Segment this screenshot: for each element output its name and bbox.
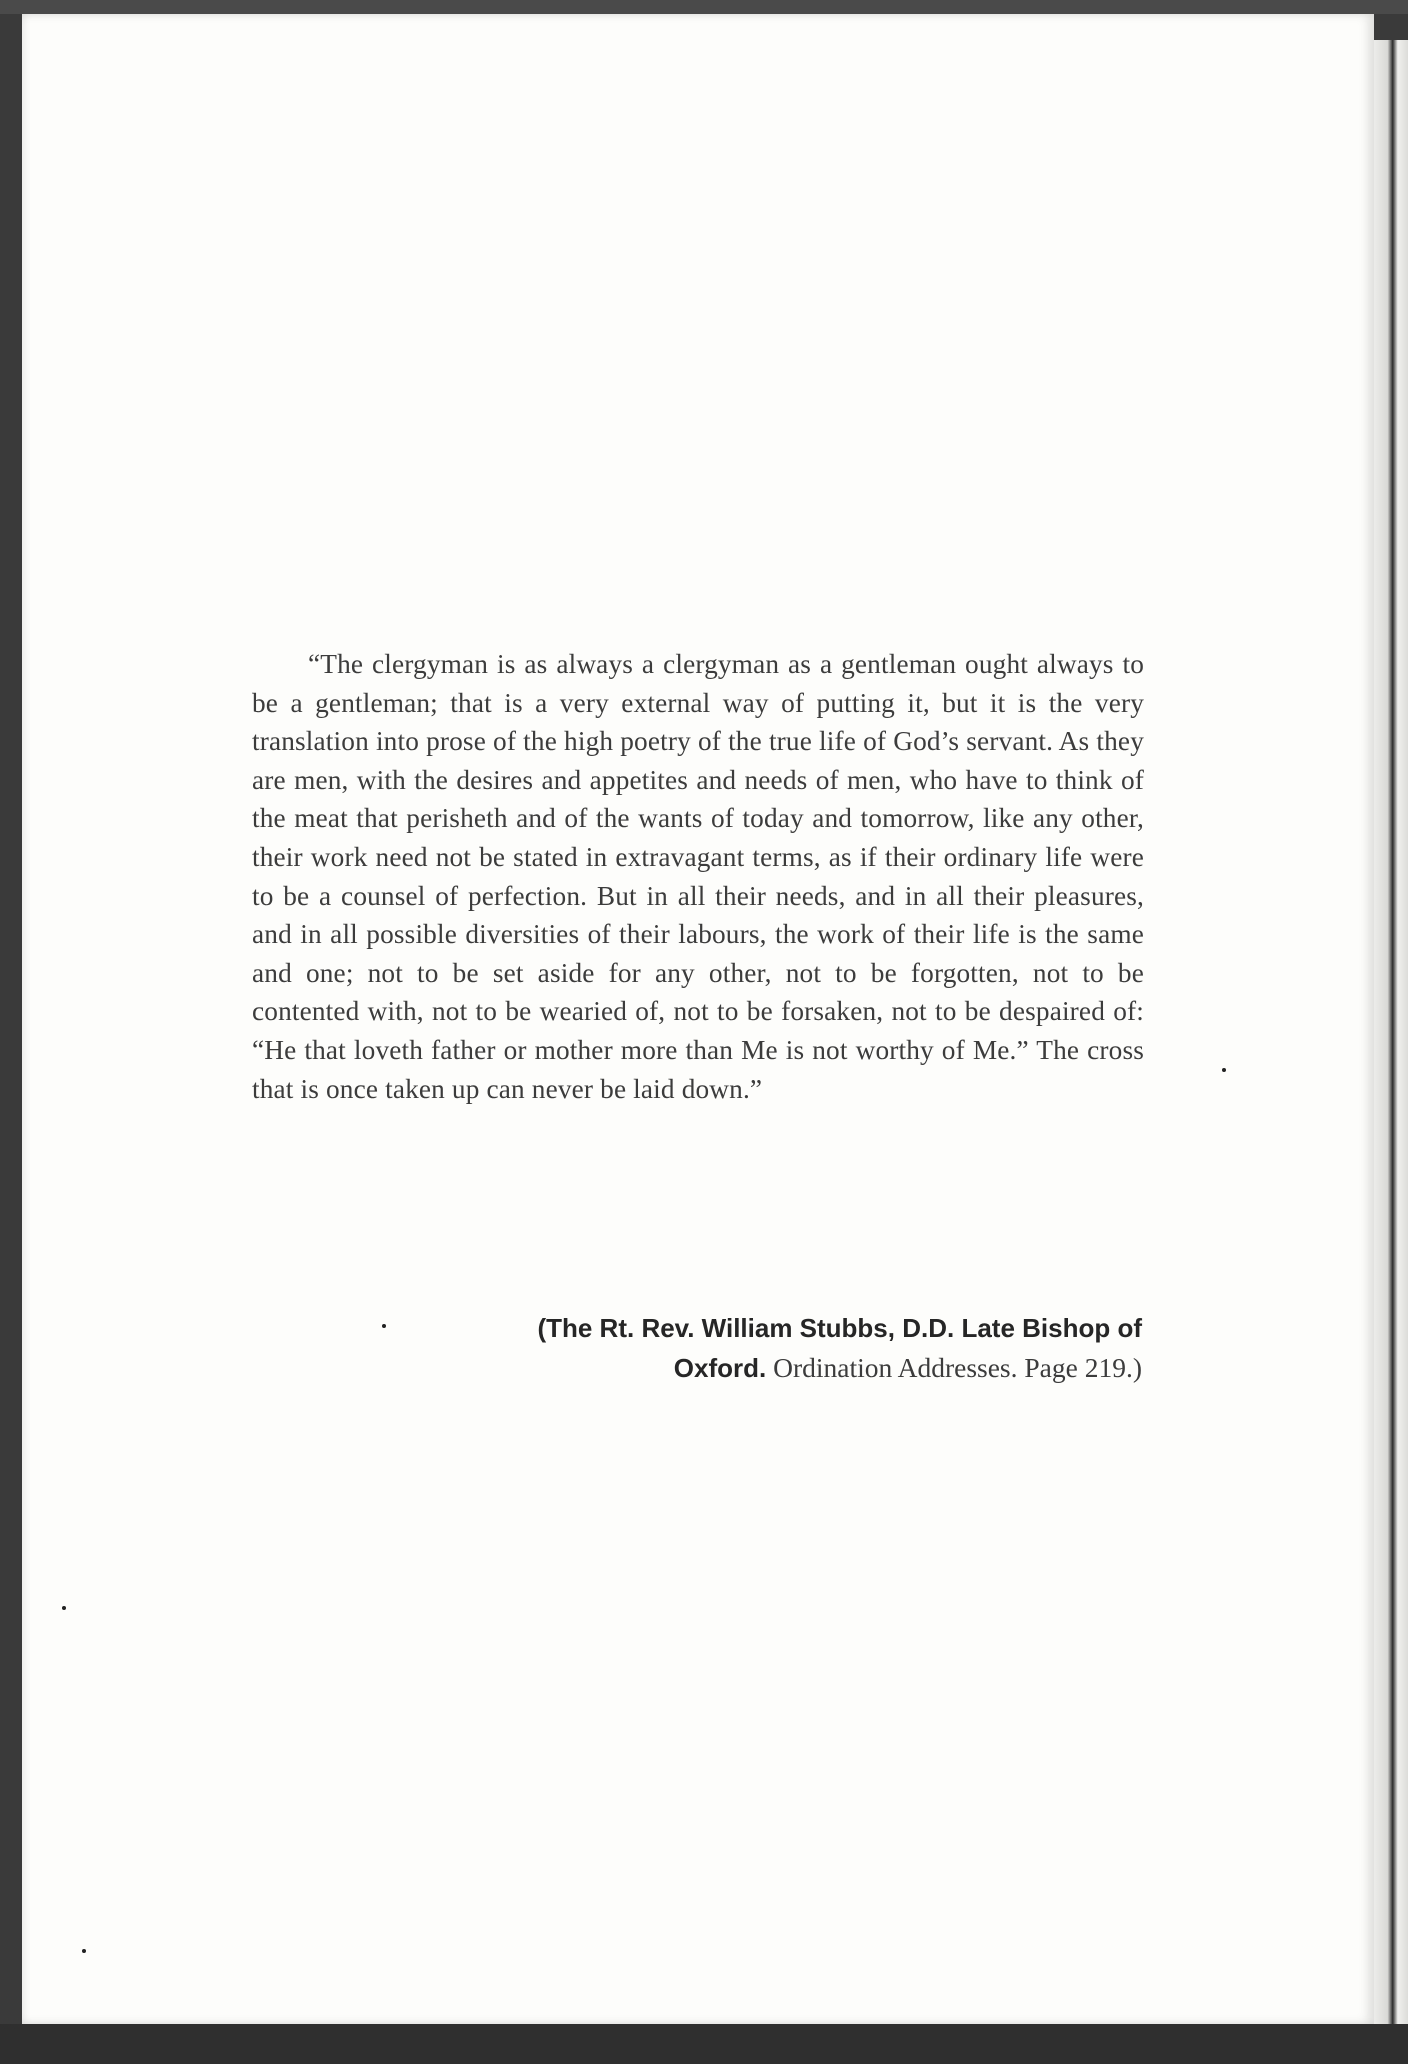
scan-border-bottom: [0, 2024, 1408, 2064]
citation-source: Ordination Addresses. Page 219.): [773, 1352, 1142, 1383]
scan-border-top: [0, 0, 1408, 14]
citation: [250, 1308, 1142, 1388]
quote-paragraph: “The clergyman is as always a clergyman as a gentleman ought always to be a gentleman; that is a very external way of putting it, but it is the very translation into prose of the high poetry of the true life of God’s servant. As they are men, with the desires and appetites and needs of men, who have to think of the meat that perisheth and of the wants of today and tomorrow, like any other, their work need not be stated in extravagant terms, as if their ordinary life were to be a counsel of perfection. But in all their needs, and in all their pleasures, and in all possible diversities of their labours, the work of their life is the same and one; not to be set aside for any other, not to be forgotten, not to be contented with, not to be wearied of, not to be forsaken, not to be despaired of: “He that loveth father or mother more than Me is not worthy of Me.” The cross that is once taken up can never be laid down.”: [252, 649, 1144, 1104]
page-edge: [1374, 40, 1408, 2064]
scan-speck: [1222, 1068, 1226, 1072]
scan-speck: [62, 1606, 66, 1610]
citation-see: Oxford.: [673, 1353, 767, 1383]
scan-speck: [82, 1949, 86, 1953]
citation-author: (The Rt. Rev. William Stubbs, D.D. Late Bishop of: [537, 1313, 1142, 1343]
